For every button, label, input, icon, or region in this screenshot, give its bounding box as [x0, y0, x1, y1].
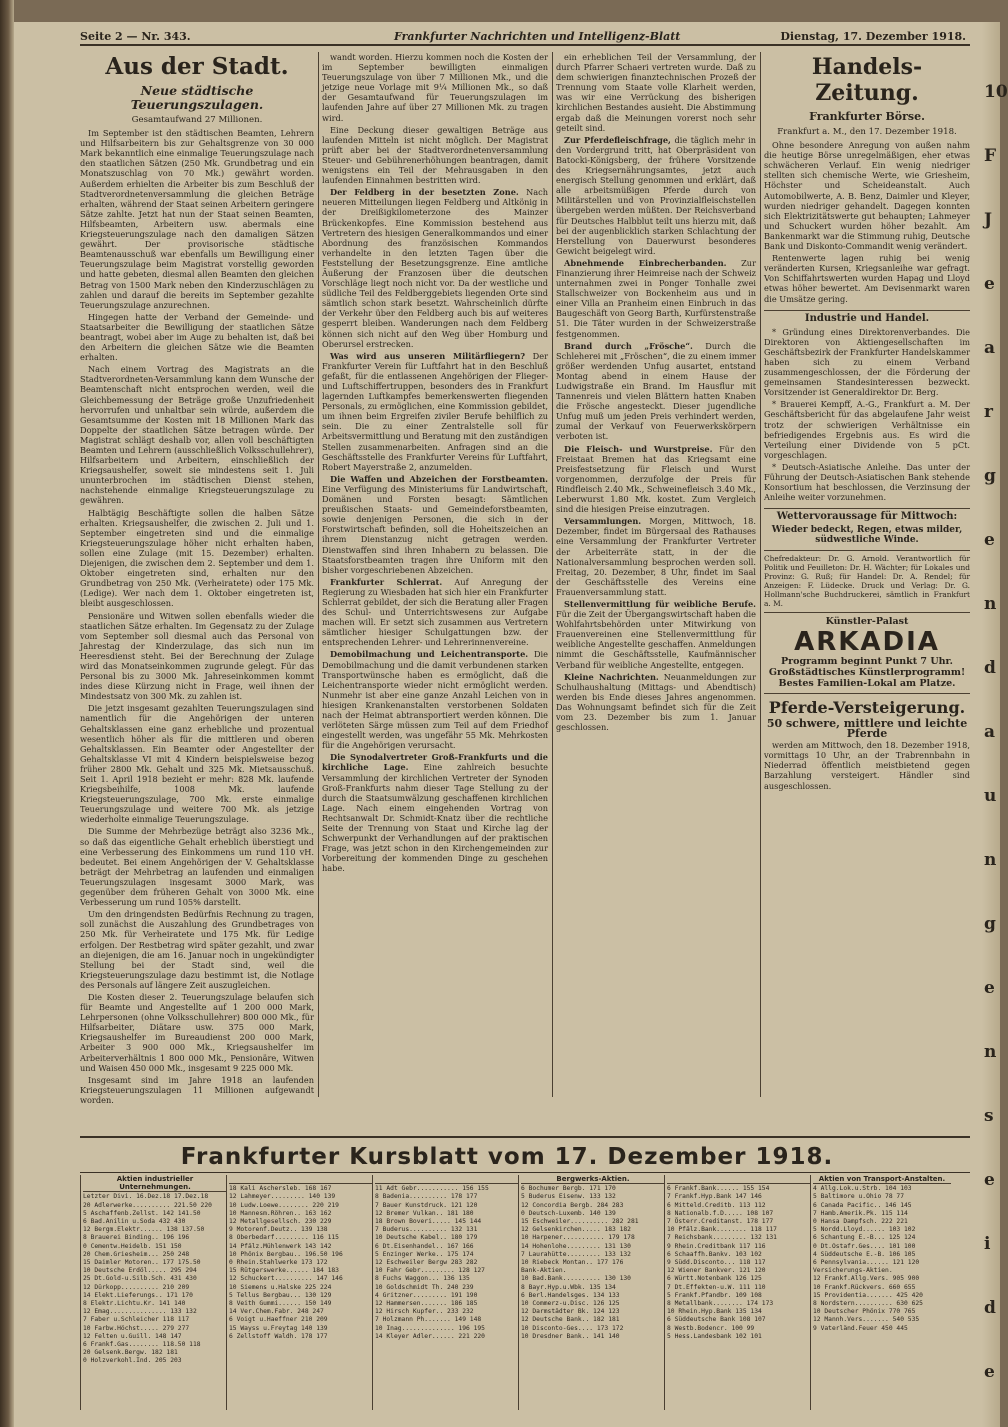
industrie-heading: Industrie und Handel. [764, 310, 970, 324]
stock-row: 12 Hammersen....... 186 185 [375, 1300, 478, 1308]
stock-row: 7 Reichsbank......... 132 131 [667, 1234, 777, 1242]
ad-line: Großstädtisches Künstlerprogramm! [768, 666, 966, 678]
stock-row: 7 Frankf.Hyp.Bank 147 146 [667, 1193, 762, 1201]
stock-row: 15 Rütgerswerke...... 184 183 [229, 1267, 339, 1275]
ad-title: ARKADIA [794, 626, 940, 657]
stock-row: 10 Harpener........... 179 178 [521, 1234, 635, 1242]
stock-row: 10 Commerz-u.Disc. 126 125 [521, 1300, 620, 1308]
news-item-text: Eine Verfügung des Ministeriums für Landwirtschaft, Domänen und Forsten besagt: Sämtlichen preußischen Staats- und Gemeindeforstbeamten, sowie denjenigen Personen, die sich in der Forstwirtschaft befinden, soll die Hoheitszeichen an ihrem Dienstanzug nicht getragen werden. Dienstwaffen sind ihren Inhabern zu belassen. Die Staatsforstbeamten tragen ihre Uniform mit den bisher vorgeschriebenen Abzeichen. [322, 483, 548, 575]
stock-row: 14 Pfälz.Mühlenwerk 143 142 [229, 1242, 332, 1250]
stock-row: 0 Rhein.Stahlwerke 173 172 [229, 1259, 328, 1267]
news-item-title: Versammlungen. [564, 516, 642, 527]
stock-row: 5 Nordd.Lloyd...... 103 102 [813, 1226, 916, 1234]
article-paragraph: Pensionäre und Witwen sollen ebenfalls wieder die staatlichen Sätze erhalten. Im Gegensatz zu der Zulage vom September soll diesmal auch das Personal von Jahrestag der Kinderzulage, das sich nun im Heeresdienst steht. Bei der Berechnung der Zulage wird das Monatseinkommen zugrunde gelegt. Für das Personal bis zu 3000 Mk. Jahreseinkommen kommt indes diese Kürzung nicht in Frage, weil ihnen der Mindestsatz von 300 Mk. zu zahlen ist. [80, 610, 314, 702]
news-item-text: Nach neueren Mitteilungen liegen Feldberg und Altkönig in der Dreißigkilometerzone des Mainzer Brückenkopfes. Eine Kommission bestehend aus Vertretern des hiesigen Generalkommandos und einer Abordnung des französischen Kommandos verhandelte in den letzten Tagen über die Feststellung der Besetzungsgrenze. Eine amtliche Äußerung der Franzosen über die deutschen Vorschläge liegt noch nicht vor. Da der westliche und südliche Teil des Feldberggebiets liegenden Orte sind sämtlich schon stark besetzt. Wahrscheinlich dürfte der Verkehr über den Feldberg auch bis auf weiteres gesperrt bleiben. Wanderungen nach dem Feldberg können sich nicht auf den Weg über Homburg und Oberursel erstrecken. [322, 187, 548, 349]
facing-page-letter: 10 [984, 82, 1008, 102]
stock-column [372, 1175, 519, 1410]
column-local-news-2 [322, 52, 548, 1092]
stock-row: 14 Ver.Chem.Fabr. 248 247 [229, 1308, 324, 1316]
stock-row: 12 Metallgesellsch. 230 229 [229, 1218, 332, 1226]
book-spine [0, 0, 14, 1427]
facing-page-letter: e [984, 978, 995, 998]
news-item [322, 577, 548, 648]
kursblatt-rule [80, 1172, 970, 1173]
stock-row: 7 Buderus.......... 132 131 [375, 1226, 478, 1234]
news-item [556, 135, 756, 256]
column-commerce [764, 52, 970, 1092]
news-item-text: Morgen, Mittwoch, 18. Dezember, findet im Bürgersaal des Rathauses eine Versammlung der Frankfurter Vertreter der Arbeiterräte statt, in der die Nationalversammlung besprochen werden soll. Freitag, 20. Dezember, 8 Uhr, findet im Saal der Geschäftsstelle des Vereins eine Frauenversammlung statt. [556, 516, 756, 597]
news-item-text: Für die Zeit der Übergangswirtschaft haben die Wohlfahrtsbehörden unter Mitwirkung von Frauenvereinen eine Stellenvermittlung für weibliche Angestellte geschaffen. Anmeldungen nimmt die Geschäftsstelle, Kaufmännischer Verband für weibliche Angestellte, entgegen. [556, 609, 756, 670]
stock-row: Bank-Aktien. [521, 1267, 567, 1275]
facing-page-letter: e [984, 1170, 995, 1190]
stock-column [518, 1175, 665, 1410]
stock-row: 12 Bergm.Elektr...... 138 137.50 [83, 1226, 205, 1234]
news-item [322, 351, 548, 472]
stock-column-heading [375, 1175, 519, 1184]
article-paragraph: Eine Deckung dieser gewaltigen Beträge aus laufenden Mitteln ist nicht möglich. Der Magistrat prüft aber bei der Stadtverordnetenversammlung Steuer- und Gebührenerhöhungen beantragen, damit wenigstens ein Teil der Mehrausgaben in den laufenden Einnahmen bestritten wird. [322, 124, 548, 186]
column-divider [760, 52, 761, 1097]
stock-row: 5 Tellus Bergbau... 130 129 [229, 1291, 332, 1299]
masthead-title: Frankfurter Nachrichten und Intelligenz-Blatt [394, 30, 681, 43]
news-item-text: Die Demobilmachung und die damit verbundenen starken Transportwünsche haben es ermöglicht, daß die Leichentransporte wieder nicht ermöglicht werden. Nunmehr ist aber eine ganze Anzahl Leichen von in hiesigen Krankenanstalten verstorbenen Soldaten nach der Heimat abtransportiert werden können. Die verlöteten Särge müssen zum Teil auf dem Friedhof eingestellt werden, was ungefähr 55 Mk. Mehrkosten für die Angehörigen verursacht. [322, 649, 548, 751]
stock-row: 10 Farbw.Höchst..... 279 277 [83, 1324, 190, 1332]
stock-row: 12 Gelsenkirchen..... 183 182 [521, 1226, 631, 1234]
facing-page-letters [984, 82, 1008, 1426]
facing-page-letter: r [984, 402, 993, 422]
article-paragraph: ein erheblichen Teil der Versammlung, der durch Pfarrer Schaeri vertreten wurde. Daß zu dem schwierigen finanztechnischen Prozeß der Trennung vom Staate volle Klarheit werden, was wir eine Verrückung des bisherigen kirchlichen Bestandes ausieht. Die Abstimmung ergab daß die Meinungen vorerst noch sehr geteilt sind. [556, 52, 756, 133]
stock-row: 7 Faber u.Schleicher 118 117 [83, 1316, 190, 1324]
news-item-title: Der Feldberg in der besetzten Zone. [330, 187, 519, 198]
stock-row: 6 Frankf.Bank...... 155 154 [667, 1185, 770, 1193]
article-continuation [322, 52, 548, 185]
stock-row: 10 Frankf.Rückvers. 660 655 [813, 1283, 916, 1291]
facing-page-letter: J [984, 210, 993, 230]
stock-row: 5 Enzinger Werke.. 175 174 [375, 1250, 474, 1258]
stock-row: 12 Eschweiler Bergw 283 282 [375, 1259, 478, 1267]
imprint: Chefredakteur: Dr. G. Arnold. Verantwortlich für Politik und Feuilleton: Dr. H. Wächter; für Lokales und Provinz: G. Ruß; für Handel: Dr. A. Rendel; für Anzeigen: F. Lüdecke. Druck und Verlag: Dr. G. Hollmann'sche Buchdruckerei, sämtlich in Frankfurt a. M. [764, 550, 970, 608]
stock-column-heading [229, 1175, 373, 1184]
news-item [322, 752, 548, 873]
stock-row: 8 Oberbedarf......... 116 115 [229, 1234, 339, 1242]
dateline: Frankfurt a. M., den 17. Dezember 1918. [777, 127, 957, 137]
stock-row: 7 Dt.Effekten-u.W. 111 110 [667, 1283, 766, 1291]
facing-page-letter: e [984, 1362, 995, 1382]
stock-row: 9 Motorenf.Deutz.. 139 138 [229, 1226, 328, 1234]
stock-row: 10 Phönix Bergbau.. 196.50 196 [229, 1250, 343, 1258]
news-item [322, 474, 548, 575]
facing-page-letter: i [984, 1234, 991, 1254]
stock-row: 10 Pfälz.Bank........ 118 117 [667, 1226, 777, 1234]
stock-row: 15 Providentia....... 425 420 [813, 1291, 923, 1299]
stock-row: 10 Goldschmidt Th. 240 239 [375, 1283, 474, 1291]
article-body [80, 128, 314, 1105]
article-paragraph: Um den dringendsten Bedürfnis Rechnung zu tragen, soll zunächst die Auszahlung des Grundbetrages von 250 Mk. für Verheiratete und 175 Mk. für Ledige erfolgen. Der Restbetrag wird später gezahlt, und zwar an diejenigen, die am 16. Januar noch in ungekündigter Stellung bei der Stadt sind, weil die Kriegsteuerungszulage dazu bestimmt ist, die Notlage des Personals auf längere Zeit auszugleichen. [80, 909, 314, 990]
stock-row: 6 Zellstoff Waldh. 178 177 [229, 1332, 328, 1340]
stock-row: 6 Schantung E.-B... 125 124 [813, 1234, 916, 1242]
stock-row: 12 Deutsche Bank.. 182 181 [521, 1316, 620, 1324]
stock-row: 20 Adlerwerke.......... 221.50 220 [83, 1201, 212, 1209]
stock-row: 12 Wiener Bankver. 121 120 [667, 1267, 766, 1275]
stock-row: 12 Bremer Vulkan.. 181 180 [375, 1209, 474, 1217]
stock-column-heading: Bergwerks-Aktien. [521, 1175, 665, 1184]
article-paragraph: Insgesamt sind im Jahre 1918 an laufenden Kriegsteuerungszulagen 11 Millionen aufgewandt worden. [80, 1074, 314, 1105]
news-item [322, 187, 548, 349]
stock-row: 10 Inag.............. 196 195 [375, 1324, 485, 1332]
news-item [556, 258, 756, 339]
news-item-text: Durch die Schleherei mit „Fröschen“, die zu einem immer größer werdenden Unfug ausartet, entstand Montag abend in einem Hause der Ludwigstraße ein Brand. Im Hausflur mit Tannenreis und vielen Blättern hatten Knaben die Frösche angesteckt. Dieser jugendliche Unfug muß um jeden Preis verhindert werden, zumal der Verkauf von Feuerwerkskörpern verboten ist. [556, 340, 756, 442]
news-item-title: Demobilmachung und Leichentransporte. [330, 649, 529, 660]
stock-row: 0 Dt.Ostafr.Ges.... 101 100 [813, 1242, 916, 1250]
column-divider [552, 52, 553, 1097]
boerse-heading: Frankfurter Börse. [809, 110, 925, 123]
news-item-title: Brand durch „Frösche“. [564, 340, 693, 351]
news-item [556, 516, 756, 597]
boerse-report [764, 140, 970, 304]
stock-row: 9 Rhein.Creditbank 117 116 [667, 1242, 766, 1250]
ad-line: 50 schwere, mittlere und leichte Pferde [766, 716, 968, 741]
news-sections [322, 187, 548, 873]
kursblatt-title: Frankfurter Kursblatt vom 17. Dezember 1918. [180, 1144, 834, 1170]
facing-page-letter: F [984, 146, 997, 166]
stock-row: 4 Gritzner......... 191 190 [375, 1291, 478, 1299]
stock-column-heading [667, 1175, 811, 1184]
stock-row: 5 Hess.Landesbank 102 101 [667, 1332, 762, 1340]
stock-column-heading: Aktien industrieller Unternehmungen. [83, 1175, 227, 1192]
news-item-title: Kleine Nachrichten. [564, 671, 659, 682]
stock-row: 14 Kleyer Adler...... 221 220 [375, 1332, 485, 1340]
stock-row: 5 Baltimore u.Ohio 78 77 [813, 1193, 904, 1201]
article-paragraph: * Deutsch-Asiatische Anleihe. Das unter der Führung der Deutsch-Asiatischen Bank stehende Konsortium hat beschlossen, die Verzinsung der Anleihe weiter vorzunehmen. [764, 461, 970, 503]
stock-row: 10 Siemens u.Halske 225 224 [229, 1283, 332, 1291]
stock-row: 6 Württ.Notenbank 126 125 [667, 1275, 762, 1283]
stock-row: 8 Metallbank........ 174 173 [667, 1300, 774, 1308]
stock-column [80, 1175, 227, 1410]
article-paragraph: * Gründung eines Direktorenverbandes. Die Direktoren von Aktiengesellschaften im Geschäftsbezirk der Frankfurter Handelskammer haben sich zu einem Verband zusammengeschlossen, der die Förderung der gemeinsamen Standesinteressen bezweckt. Vorsitzender ist Generaldirektor Dr. Berg. [764, 326, 970, 398]
article-subheadline: Gesamtaufwand 27 Millionen. [131, 115, 263, 125]
stock-row: 12 Dürkopp.......... 210 209 [83, 1283, 190, 1291]
facing-page-letter: a [984, 722, 996, 742]
stock-column [226, 1175, 373, 1410]
news-item-title: Abnehmende Einbrecherbanden. [564, 257, 727, 268]
stock-row: 12 Felten u.Guill. 148 147 [83, 1332, 182, 1340]
article-paragraph: Die Summe der Mehrbezüge beträgt also 3236 Mk., so daß das eigentliche Gehalt erheblich überstiegt und eine Verbesserung des Einkommens um rund 110 vH. bedeutet. Bei einem Angehörigen der V. Gehaltsklasse beträgt der Mehrbetrag an laufenden und einmaligen Teuerungszulagen insgesamt 3000 Mark, was gegenüber dem früheren Gehalt von 3000 Mk. eine Verbesserung um rund 105% darstellt. [80, 826, 314, 908]
news-item-text: Der Frankfurter Verein für Luftfahrt hat in den Beschluß gefaßt, für die entlassenen Angehörigen der Flieger- und Luftschiffertruppen, besonders des in Frankfurt lagernden Luftkampfes bemerkenswerten fliegenden Personals, zu ermöglichen, eine Kommission gebildet, um ihnen beim Ergreifen ziviler Berufe behilflich zu sein. Die zu einer Zentralstelle soll für Arbeitsvermittlung und Beratung mit den zuständigen Stellen zusammenarbeiten. Anfragen sind an die Geschäftsstelle des Frankfurter Vereins für Luftfahrt, Robert Mayerstraße 2, anzumelden. [322, 350, 548, 472]
stock-row: 6 Bochumer Bergb. 171 170 [521, 1185, 616, 1193]
stock-row: 15 Wayss u.Freytag 140 139 [229, 1324, 328, 1332]
facing-page-letter: n [984, 850, 997, 870]
stock-row: 9 Südd.Disconto... 118 117 [667, 1259, 766, 1267]
stock-row: 7 Hamb.Amerik.Pk. 115 114 [813, 1209, 908, 1217]
stock-row: 15 Daimler Motoren.. 177 175.50 [83, 1259, 201, 1267]
article-headline: Neue städtische Teuerungszulagen. [130, 83, 264, 112]
stock-row: 10 Rhein.Hyp.Bank 135 134 [667, 1308, 762, 1316]
column-divider [318, 52, 319, 1097]
stock-row: 8 Westb.Bodencr. 100 99 [667, 1324, 755, 1332]
date-header: Dienstag, 17. Dezember 1918. [780, 30, 966, 43]
stock-column-heading: Aktien von Transport-Anstalten. [813, 1175, 951, 1184]
stock-row: Letzter Divi. 16.Dez.18 17.Dez.18 [83, 1193, 209, 1201]
stock-row: 8 Brauerei Binding.. 196 196 [83, 1234, 190, 1242]
news-item [556, 599, 756, 670]
column-local-news [80, 52, 314, 1105]
stock-row: 8 Badenia.......... 178 177 [375, 1193, 478, 1201]
stock-row: 5 Buderus Eisenw. 133 132 [521, 1193, 616, 1201]
article-paragraph: Ohne besondere Anregung von außen nahm die heutige Börse unregelmäßigen, eher etwas schwächeren Verlauf. Ein wenig niedriger stellten sich chemische Werte, wie Griesheim, Höchster und Scheideanstalt. Auch Automobilwerte, A. B. Benz, Daimler und Kleyer, wurden niedriger gehandelt. Dagegen konnten sich Elektrizitätswerte gut behaupten; Lahmeyer und Schuckert wurden höher bezahlt. Am Bankenmarkt war die Stimmung ruhig, Deutsche Bank und Diskonto-Commandit wenig verändert. [764, 140, 970, 252]
stock-row: 8 Fuchs Waggon... 136 135 [375, 1275, 470, 1283]
news-item-title: Die Synodalvertreter Groß-Frankfurts und die kirchliche Lage. [322, 752, 548, 773]
stock-row: 10 Deutsche Kabel.. 180 179 [375, 1234, 478, 1242]
stock-row: 10 Ludw.Loewe........ 220 219 [229, 1201, 339, 1209]
article-paragraph: Hingegen hatte der Verband der Gemeinde- und Staatsarbeiter die Bewilligung der staatlichen Sätze beantragt, wobei aber im Auge zu behalten ist, daß bei den Arbeitern die gleichen Sätze wie die Beamten erhalten. [80, 311, 314, 363]
news-item-text: Neuanmeldungen zur Schulhaushaltung (Mittags- und Abendtisch) werden bis Ende dieses Jahres angenommen. Das Wohnungsamt befindet sich für die Zeit vom 23. Dezember bis zum 1. Januar geschlossen. [556, 671, 756, 733]
stock-row: 10 Mannesm.Röhren.. 163 162 [229, 1209, 332, 1217]
page-number-header: Seite 2 — Nr. 343. [80, 30, 191, 43]
stock-row: 6 Pennsylvania...... 121 120 [813, 1259, 920, 1267]
stock-row: Versicherungs-Aktien. [813, 1267, 893, 1275]
article-continuation [556, 52, 756, 133]
stock-row: 8 Nationalb.f.D..... 108 107 [667, 1209, 774, 1217]
facing-page-letter: g [984, 914, 996, 934]
stock-row: 18 Brown Boveri..... 145 144 [375, 1218, 482, 1226]
stock-row: 10 Deutsche Erdöl..... 295 294 [83, 1267, 197, 1275]
section-heading-handels-zeitung: Handels-Zeitung. [811, 54, 923, 106]
stock-row: 6 Canada Pacific.. 146 145 [813, 1201, 912, 1209]
news-item-text: Zur Finanzierung ihrer Heimreise nach der Schweiz unternahmen zwei in Ponger Tonhalle zwei Stallschweizer von Bockenheim aus und in einer Villa an Pranheim einen Einbruch in das Baugeschäft von Georg Barth, Kurfürstenstraße 51. Die Täter wurden in der Schweizerstraße festgenommen. [556, 257, 756, 339]
advertisement-pferde [764, 693, 970, 791]
news-item-title: Was wird aus unseren Militärfliegern? [330, 350, 526, 361]
stock-row: 7 Bauer Kunstdruck. 121 120 [375, 1201, 478, 1209]
stock-row: 0 Hansa Dampfsch. 222 221 [813, 1218, 908, 1226]
stock-row: 20 Gelsenk.Bergw. 182 181 [83, 1349, 178, 1357]
news-item [556, 444, 756, 515]
stock-row: 8 Bayr.Hyp.u.Wbk. 135 134 [521, 1283, 616, 1291]
facing-page-letter: g [984, 466, 996, 486]
stock-row: 6 Bad.Anilin u.Soda 432 430 [83, 1218, 186, 1226]
stock-row: 12 Emag............... 133 132 [83, 1308, 197, 1316]
news-item-title: Die Waffen und Abzeichen der Forstbeamten. [330, 473, 548, 484]
stock-row: 4 Allg.Lok.u.Strb. 104 103 [813, 1185, 912, 1193]
ad-text: werden am Mittwoch, den 18. Dezember 1918, vormittags 10 Uhr, an der Trabrennbahn in Niederrad öffentlich meistbietend gegen Barzahlung versteigert. Händler sind ausgeschlossen. [764, 740, 970, 791]
article-paragraph: Die jetzt insgesamt gezahlten Teuerungszulagen sind namentlich für die Angehörigen der unteren Gehaltsklassen eine ganz erhebliche und prozentual wesentlich höher als für die mittleren und oberen Gehaltsklassen. Ein Beamter oder Angestellter der Gehaltsklasse VI mit 4 Kindern beispielsweise bezog früher 2800 Mk. Gehalt und 325 Mk. Mietsausschuß. Seit 1. April 1918 bezieht er mehr: 828 Mk. laufende Kriegsbeihilfe, 1008 Mk. laufende Kriegsteuerungszulage, 700 Mk. erste einmalige Teuerungszulage und weitere 700 Mk. als jetzige wiederholte einmalige Teuerungszulage. [80, 703, 314, 825]
stock-row: 12 Hirsch Kupfer.. 233 232 [375, 1308, 474, 1316]
ad-line: Bestes Familien-Lokal am Platze. [778, 677, 956, 689]
news-item-title: Stellenvermittlung für weibliche Berufe. [564, 598, 756, 609]
stock-row: 10 Deutscher Phönix 770 765 [813, 1308, 916, 1316]
stock-row: 10 Fahr Gebr......... 128 127 [375, 1267, 485, 1275]
facing-page-letter: n [984, 594, 997, 614]
facing-page-letter: e [984, 530, 995, 550]
stock-row: 12 Schuckert.......... 147 146 [229, 1275, 343, 1283]
stock-row: 20 Chem.Griesheim... 250 248 [83, 1250, 190, 1258]
stock-row: 5 Aschaffenb.Zellst. 142 141.50 [83, 1209, 201, 1217]
news-item-title: Zur Pferdefleischfrage, [564, 134, 671, 145]
facing-page-letter: d [984, 1298, 996, 1318]
section-heading-aus-der-stadt: Aus der Stadt. [105, 53, 289, 80]
news-item-text: Auf Anregung der Regierung zu Wiesbaden hat sich hier ein Frankfurter Schlerrat gebildet, der sich die Beratung aller Fragen des Schul- und Unterrichtswesens zur Aufgabe machen will. Er setzt sich zusammen aus Vertretern sämtlicher hiesiger Schulgattungen bzw. der entsprechenden Lehrer- und Lehrerinnenvereine. [322, 576, 548, 648]
stock-row: 7 Laurahütte......... 133 132 [521, 1250, 631, 1258]
stock-row: 8 Veith Gummi...... 150 149 [229, 1300, 332, 1308]
stock-column [664, 1175, 811, 1410]
stock-column [810, 1175, 951, 1410]
news-item-text: Für den Freistaat Bremen hat das Kriegsamt eine Preisfestsetzung für Fleisch und Wurst vorgenommen, derzufolge der Preis für Rindfleisch 2.40 Mk., Schweinefleisch 3.40 Mk., Leberwurst 1.80 Mk. kostet. Zum Vergleich sind die hiesigen Preise einzutragen. [556, 443, 756, 515]
article-paragraph: Nach einem Vortrag des Magistrats an die Stadtverordneten-Versammlung kann dem Wunsche der Beamtenschaft nicht entsprochen werden, weil die Gleichbemessung der Beträge große Unzufriedenheit hervorrufen und unhaltbar sein würde, außerdem die Gesamtsumme der Kosten mit 18 Millionen Mark das Doppelte der staatlichen Sätze betragen würde. Der Magistrat schlägt deshalb vor, allen voll beschäftigten Beamten und Lehrern (ausschließlich Volksschullehrer), Hilfsarbeitern und Arbeitern, einschließlich der Kriegsaushelfer, soweit sie mindestens seit 1. Juli ununterbrochen im städtischen Dienst stehen, nachstehende einmalige Kriegsteuerungszulage zu gewähren. [80, 364, 314, 506]
stock-row: 7 Österr.Creditanst. 178 177 [667, 1218, 774, 1226]
stock-row: 10 Riebeck Montan.. 177 176 [521, 1259, 624, 1267]
article-paragraph: Halbtägig Beschäftigte sollen die halben Sätze erhalten. Kriegsaushelfer, die zwischen 2. Juli und 1. September eingetreten sind und die einmalige Kriegsteuerungszulage höher nicht erhalten haben, sollen eine Zulage (mit 15. Dezember) erhalten. Diejenigen, die zwischen dem 2. September und dem 1. Oktober eingetreten sind, erhalten nur den Grundbetrag von 250 Mk. (Verheiratete) oder 175 Mk. (Ledige). Wer nach dem 1. Oktober eingetreten ist, bleibt ausgeschlossen. [80, 507, 314, 609]
stock-row: 8 Elektr.Lichtu.Kr. 141 140 [83, 1300, 186, 1308]
stock-row: 15 Eschweiler.......... 282 281 [521, 1218, 639, 1226]
facing-page-letter: n [984, 1042, 997, 1062]
news-item-text: Eine zahlreich besuchte Versammlung der kirchlichen Vertreter der Synoden Groß-Frankfurts nahm dieser Tage Stellung zu der durch die Staatsumwälzung geschaffenen kirchlichen Lage. Nach einem eingehenden Vortrag von Rechtsanwalt Dr. Schmidt-Knatz über die rechtliche Seite der Trennung von Staat und Kirche lag der Schwerpunkt der Verhandlungen auf der praktischen Frage, was jetzt schon in den Kirchengemeinden zur Vorbereitung der kommenden Dinge zu geschehen habe. [322, 762, 548, 874]
facing-page-letter: s [984, 1106, 994, 1126]
stock-row: 5 Frankf.Pfandbr. 109 108 [667, 1291, 762, 1299]
stock-row: 14 Hohenlohe......... 131 130 [521, 1242, 631, 1250]
stock-row: 12 Lahmeyer......... 140 139 [229, 1193, 336, 1201]
stock-row: 12 Darmstädter Bk. 124 123 [521, 1308, 620, 1316]
stock-row: 6 Voigt u.Haeffner 210 209 [229, 1316, 328, 1324]
stock-row: 0 Deutsch-Luxemb. 140 139 [521, 1209, 616, 1217]
facing-page-letter: u [984, 786, 997, 806]
news-item-title: Frankfurter Schlerrat. [330, 576, 443, 587]
news-sections [556, 135, 756, 732]
article-paragraph: Im September ist den städtischen Beamten, Lehrern und Hilfsarbeitern bis zur Gehaltsgrenze von 30 000 Mark bekanntlich eine einmalige Teuerungszulage nach den staatlichen Sätzen (250 Mk. Grundbetrag und ein Monatszuschlag von 70 Mk.) gewährt worden. Außerdem erhielten die Arbeiter bis zum Beschluß der Stadtverordnetenversammlung die gleichen Beträge erhalten, während der Staat seinen Arbeitern geringere Sätze zahlte. Jetzt hat nun der Staat seinen Beamten, Hilfsbeamten, Arbeitern usw. abermals eine Kriegsteuerungszulage nach den damaligen Sätzen gewährt. Der provisorische städtische Beamtenausschuß war ebenfalls um Bewilligung einer Teuerungszulage beim Magistrat vorstellig geworden und hatte gebeten, diesmal allen Beamten den gleichen Betrag von 1500 Mark neben den Kinderzuschlägen zu zahlen und darauf die bereits im September gezahlte Teuerungszulage anzurechnen. [80, 128, 314, 310]
stock-row: 6 Dt.Eisenhandel.. 167 166 [375, 1242, 474, 1250]
article-paragraph: wandt worden. Hierzu kommen noch die Kosten der im September bewilligten einmaligen Teuerungszulage von über 7 Millionen Mk., und die jetzige neue Vorlage mit 9¼ Millionen Mk., so daß der Gesamtaufwand für Teuerungszulagen im laufenden Jahre auf über 27 Millionen Mk. zu tragen wird. [322, 52, 548, 123]
facing-page-letter: a [984, 338, 996, 358]
newspaper-page [14, 22, 1008, 1427]
kursblatt-top-rule [80, 1136, 970, 1138]
news-item-title: Die Fleisch- und Wurstpreise. [564, 443, 713, 454]
ad-line: Programm beginnt Punkt 7 Uhr. [781, 655, 953, 667]
facing-page-letter: e [984, 274, 995, 294]
stock-row: 7 Holzmann Ph....... 149 148 [375, 1316, 482, 1324]
stock-row: 0 Holzverkohl.Ind. 205 203 [83, 1357, 182, 1365]
stock-row: 25 Dt.Gold-u.Silb.Sch. 431 430 [83, 1275, 197, 1283]
news-item-text: die täglich mehr in den Vordergrund tritt, hat Oberpräsident von Batocki-Königsberg, der frühere Vorsitzende des Kriegsernährungsamtes, jetzt auch energisch Stellung genommen und erklärt, daß alle arbeitsmüßigen Pferde durch von Militärstellen und von Provinzialfleischstellen übergeben werden müßten. Der Reichsverband für Deutsches Halbblut teilt uns hierzu mit, daß bei der augenblicklich starken Schlachtung der Herstellung von Dauerwurst besonderes Gewicht beigelegt wird. [556, 134, 756, 256]
stock-row: 6 Mitteld.Creditb. 113 112 [667, 1201, 766, 1209]
stock-row: 6 Süddeutsche Bank 108 107 [667, 1316, 766, 1324]
facing-page-edge [982, 22, 1008, 1427]
stock-row: 12 Concordia Bergb. 284 283 [521, 1201, 624, 1209]
stock-row: 14 Elekt.Lieferungs.. 171 170 [83, 1291, 193, 1299]
stock-row: 6 Berl.Handelsges. 134 133 [521, 1291, 620, 1299]
news-item [556, 341, 756, 442]
ad-kicker: Künstler-Palast [825, 615, 909, 627]
stock-row: 6 Frankf.Gas........ 118.50 118 [83, 1341, 201, 1349]
column-local-news-3 [556, 52, 756, 1092]
stock-row: 12 Mannh.Vers....... 540 535 [813, 1316, 920, 1324]
stock-row: 0 Cementw.Heidelb. 151 150 [83, 1242, 182, 1250]
article-paragraph: Rentenwerte lagen ruhig bei wenig veränderten Kursen, Kriegsanleihe war gefragt. Von Schiffahrtswerten wurden Hapag und Lloyd etwas höher bewertet. Am Devisenmarkt waren die Umsätze gering. [764, 253, 970, 304]
header-rule [80, 44, 970, 46]
stock-row: 12 Frankf.Allg.Vers. 905 900 [813, 1275, 920, 1283]
ad-title: Pferde-Versteigerung. [768, 697, 966, 717]
stock-row: 18 Kali Aschersleb. 168 167 [229, 1185, 332, 1193]
article-paragraph: * Brauerei Kempff, A.-G., Frankfurt a. M. Der Geschäftsbericht für das abgelaufene Jahr weist trotz der schwierigen Verhältnisse ein befriedigendes Ergebnis aus. Es wird die Verteilung einer Dividende von 5 pCt. vorgeschlagen. [764, 399, 970, 460]
advertisement-arkadia [764, 612, 970, 689]
article-paragraph: Die Kosten dieser 2. Teuerungszulage belaufen sich für Beamte und Angestellte auf 1 200 000 Mark, Lehrpersonen (ohne Volksschullehrer) 800 000 Mk., für Hilfsarbeiter, Diätare usw. 375 000 Mark, Kriegsaushelfer im Bureaudienst 200 000 Mark, Arbeiter 3 900 000 Mk., Kriegsaushelfer im Arbeiterverhältnis 1 800 000 Mk., Pensionäre, Witwen und Waisen 450 000 Mk., insgesamt 9 225 000 Mk. [80, 991, 314, 1073]
stock-row: 6 Schaaffh.Bankv. 103 102 [667, 1250, 762, 1258]
stock-row: 10 Disconto-Ges.... 173 172 [521, 1324, 624, 1332]
news-item [322, 649, 548, 750]
news-item [556, 672, 756, 733]
stock-row: 11 Adt Gebr........... 156 155 [375, 1185, 489, 1193]
stock-row: 10 Dresdner Bank.. 141 140 [521, 1332, 620, 1340]
stock-row: 10 Bad.Bank.......... 130 130 [521, 1275, 631, 1283]
weather-heading: Wettervoraussage für Mittwoch: [764, 508, 970, 522]
stock-row: 9 Vaterländ.Feuer 450 445 [813, 1324, 908, 1332]
stock-row: 4 Süddeutsche E.-B. 106 105 [813, 1250, 916, 1258]
facing-page-letter: d [984, 658, 996, 678]
stock-row: 8 Nordstern.......... 630 625 [813, 1300, 923, 1308]
weather-forecast: Wieder bedeckt, Regen, etwas milder, südwestliche Winde. [771, 525, 963, 546]
industrie-items [764, 327, 970, 503]
